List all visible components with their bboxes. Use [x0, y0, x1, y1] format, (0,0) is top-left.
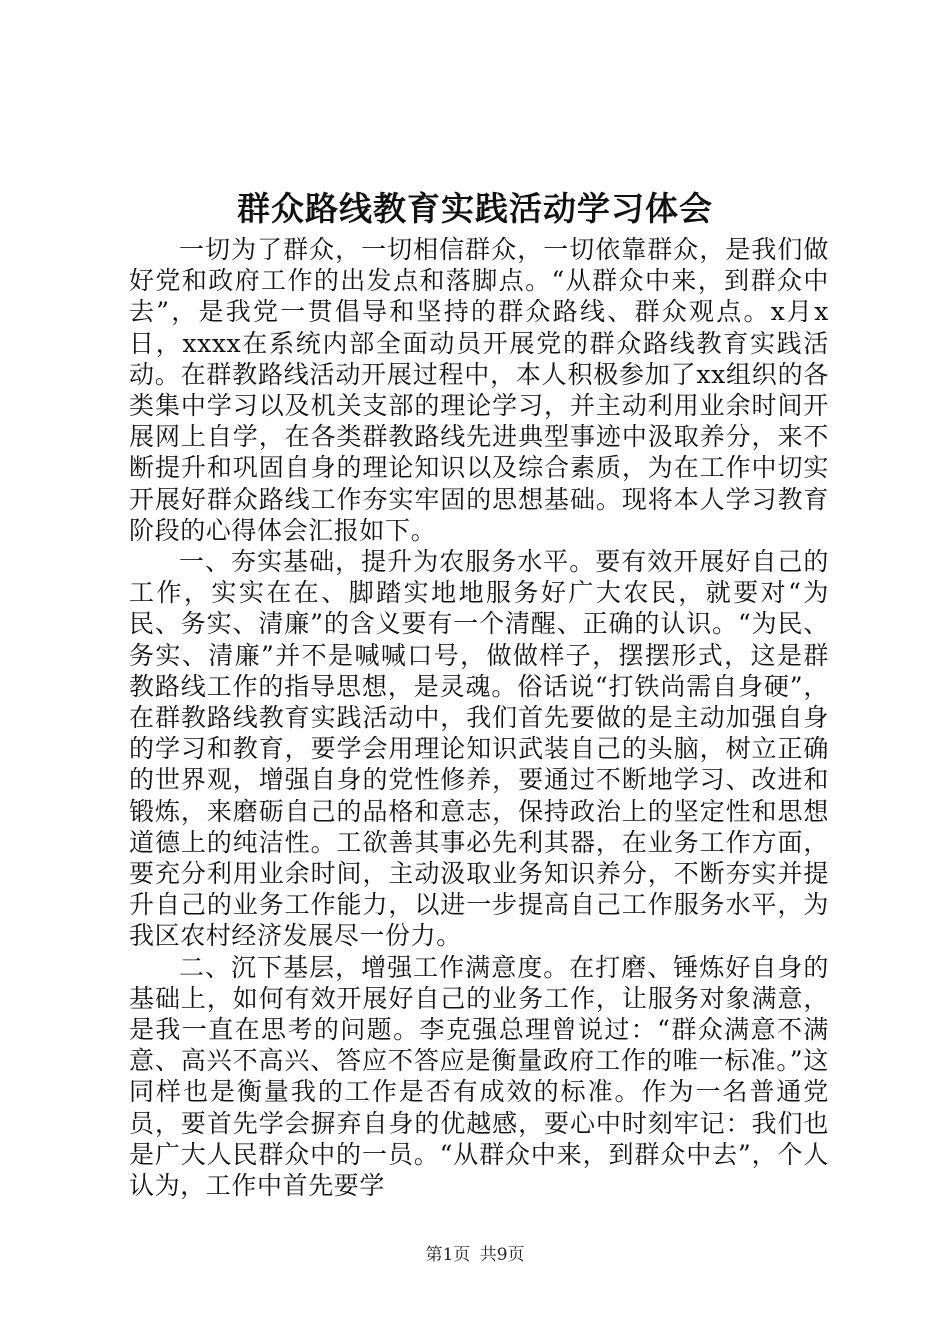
page-footer	[0, 1243, 950, 1267]
page-number: 第1页	[425, 1245, 471, 1265]
paragraph-intro: 一切为了群众，一切相信群众，一切依靠群众，是我们做好党和政府工作的出发点和落脚点。“从群众中来，到群众中去”，是我党一贯倡导和坚持的群众路线、群众观点。x月x日，xxxx在系统内部全面动员开展党的群众路线教育实践活动。在群教路线活动开展过程中，本人积极参加了xx组织的各类集中学习以及机关支部的理论学习，并主动利用业余时间开展网上自学，在各类群教路线先进典型事迹中汲取养分，来不断提升和巩固自身的理论知识以及综合素质，为在工作中切实开展好群众路线工作夯实牢固的思想基础。现将本人学习教育阶段的心得体会汇报如下。	[129, 235, 829, 545]
document-body	[129, 234, 829, 1201]
paragraph-section-two: 二、沉下基层，增强工作满意度。在打磨、锤炼好自身的基础上，如何有效开展好自己的业务工作，让服务对象满意，是我一直在思考的问题。李克强总理曾说过：“群众满意不满意、高兴不高兴、答应不答应是衡量政府工作的唯一标准。”这同样也是衡量我的工作是否有成效的标准。作为一名普通党员，要首先学会摒弃自身的优越感，要心中时刻牢记：我们也是广大人民群众中的一员。“从群众中来，到群众中去”，个人认为，工作中首先要学	[129, 952, 829, 1201]
paragraph-section-one: 一、夯实基础，提升为农服务水平。要有效开展好自己的工作，实实在在、脚踏实地地服务好广大农民，就要对“为民、务实、清廉”的含义要有一个清醒、正确的认识。“为民、务实、清廉”并不是喊喊口号，做做样子，摆摆形式，这是群教路线工作的指导思想，是灵魂。俗话说“打铁尚需自身硬”，在群教路线教育实践活动中，我们首先要做的是主动加强自身的学习和教育，要学会用理论知识武装自己的头脑，树立正确的世界观，增强自身的党性修养，要通过不断地学习、改进和锻炼，来磨砺自己的品格和意志，保持政治上的坚定性和思想道德上的纯洁性。工欲善其事必先利其器，在业务工作方面，要充分利用业余时间，主动汲取业务知识养分，不断夯实并提升自己的业务工作能力，以进一步提高自己工作服务水平，为我区农村经济发展尽一份力。	[129, 547, 829, 951]
document-title: 群众路线教育实践活动学习体会	[237, 189, 713, 228]
page-total: 共9页	[479, 1245, 525, 1265]
